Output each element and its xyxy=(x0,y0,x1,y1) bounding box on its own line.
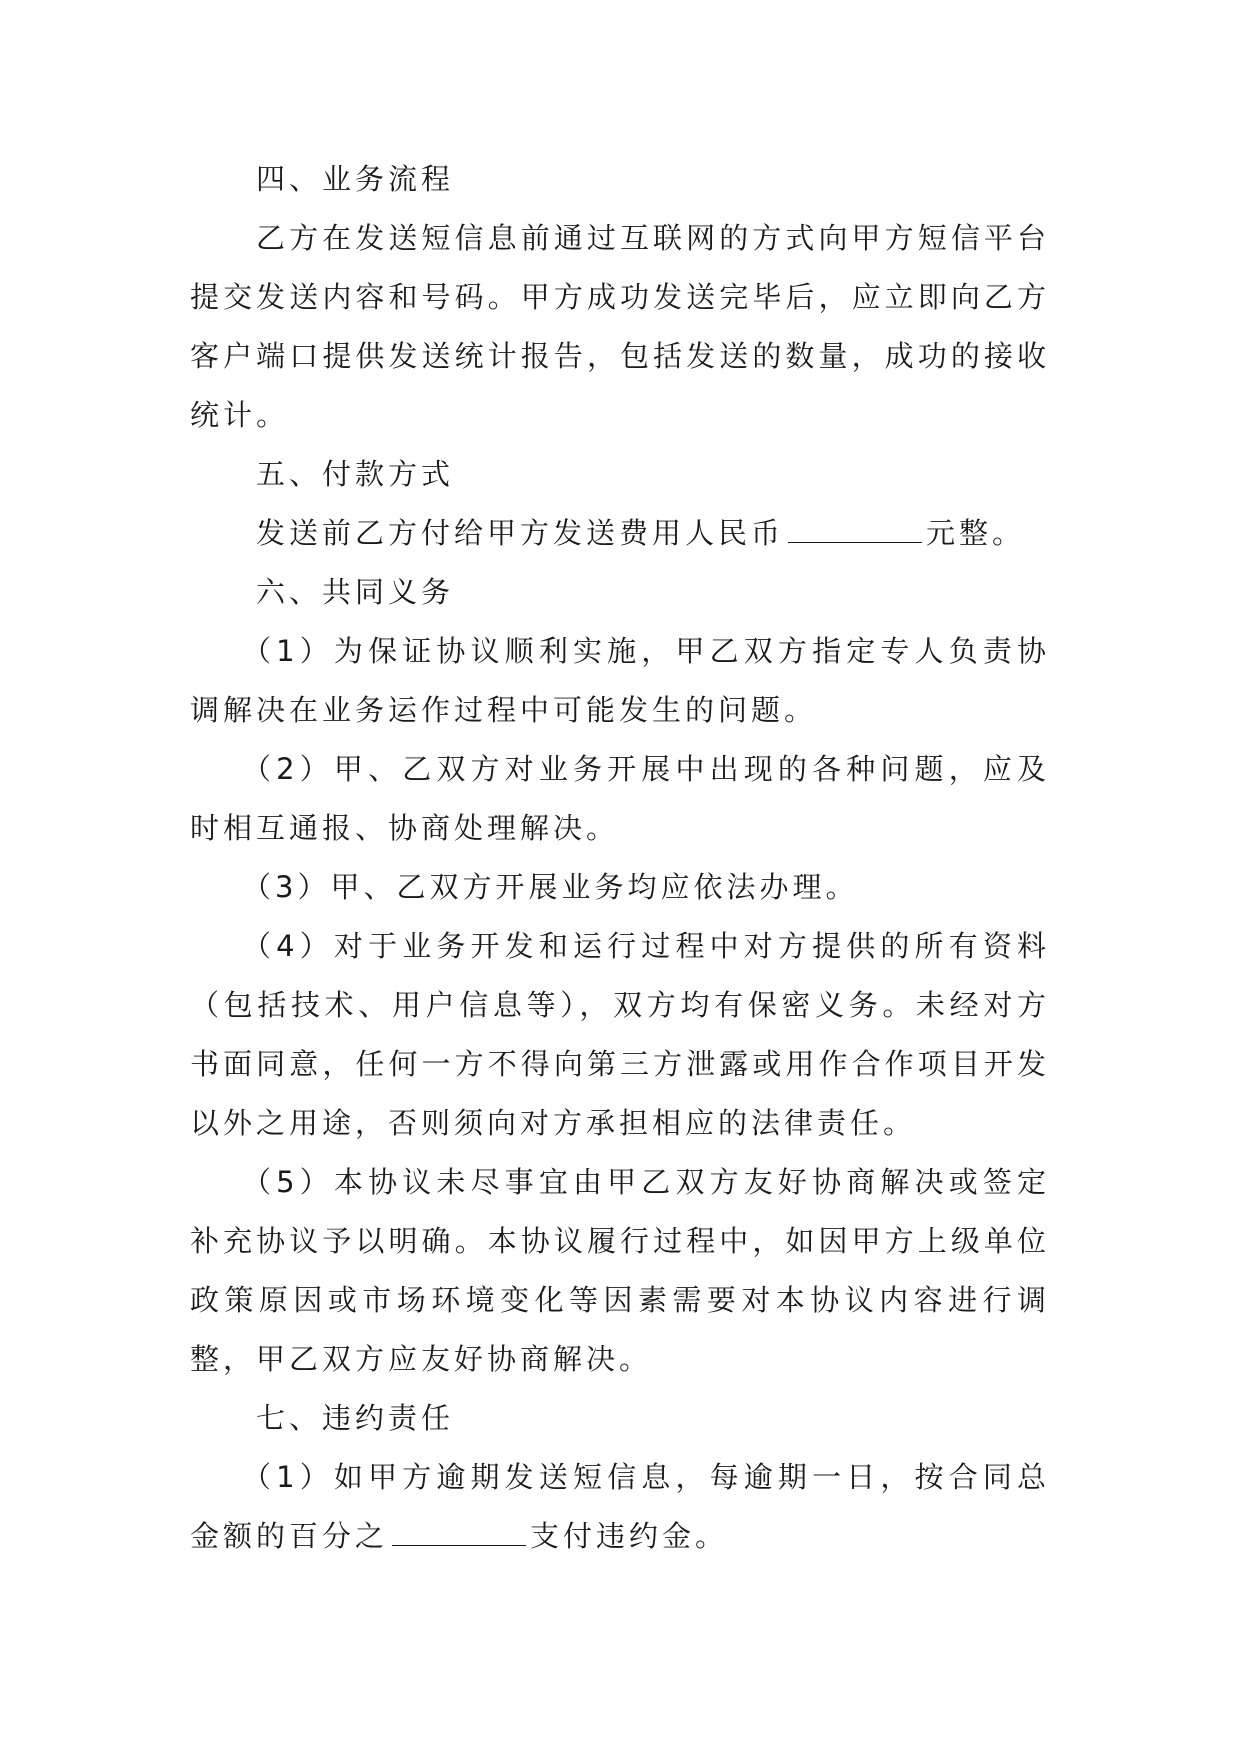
obligation-item-4: （4）对于业务开发和运行过程中对方提供的所有资料（包括技术、用户信息等），双方均有保密义务。未经对方书面同意，任何一方不得向第三方泄露或用作合作项目开发以外之用途，否则须向对方承担相应的法律责任。 xyxy=(190,929,1050,1140)
liability-text-after: 支付违约金。 xyxy=(530,1519,729,1553)
obligation-item-2: （2）甲、乙双方对业务开展中出现的各种问题，应及时相互通报、协商处理解决。 xyxy=(190,752,1050,845)
section-4-body: 乙方在发送短信息前通过互联网的方式向甲方短信平台提交发送内容和号码。甲方成功发送完毕后，应立即向乙方客户端口提供发送统计报告，包括发送的数量，成功的接收统计。 xyxy=(190,221,1050,432)
section-5-heading: 五、付款方式 xyxy=(256,457,455,491)
payment-amount-blank xyxy=(788,518,922,543)
obligation-item-1: （1）为保证协议顺利实施，甲乙双方指定专人负责协调解决在业务运作过程中可能发生的问题。 xyxy=(190,634,1050,727)
payment-text-before: 发送前乙方付给甲方发送费用人民币 xyxy=(256,516,785,550)
section-4-heading: 四、业务流程 xyxy=(256,162,455,196)
liability-item-1 xyxy=(190,1448,1050,1566)
payment-text-after: 元整。 xyxy=(926,516,1026,550)
penalty-percent-blank xyxy=(392,1521,526,1546)
obligation-item-5: （5）本协议未尽事宜由甲乙双方友好协商解决或签定补充协议予以明确。本协议履行过程中，如因甲方上级单位政策原因或市场环境变化等因素需要对本协议内容进行调整，甲乙双方应友好协商解决。 xyxy=(190,1165,1050,1376)
section-5-body xyxy=(190,504,1050,563)
section-6-heading: 六、共同义务 xyxy=(256,575,455,609)
section-7-heading: 七、违约责任 xyxy=(256,1401,455,1435)
obligation-item-3: （3）甲、乙双方开展业务均应依法办理。 xyxy=(242,870,859,904)
liability-text-before: （1）如甲方逾期发送短信息，每逾期一日，按合同总金额的百分之 xyxy=(190,1460,1050,1553)
